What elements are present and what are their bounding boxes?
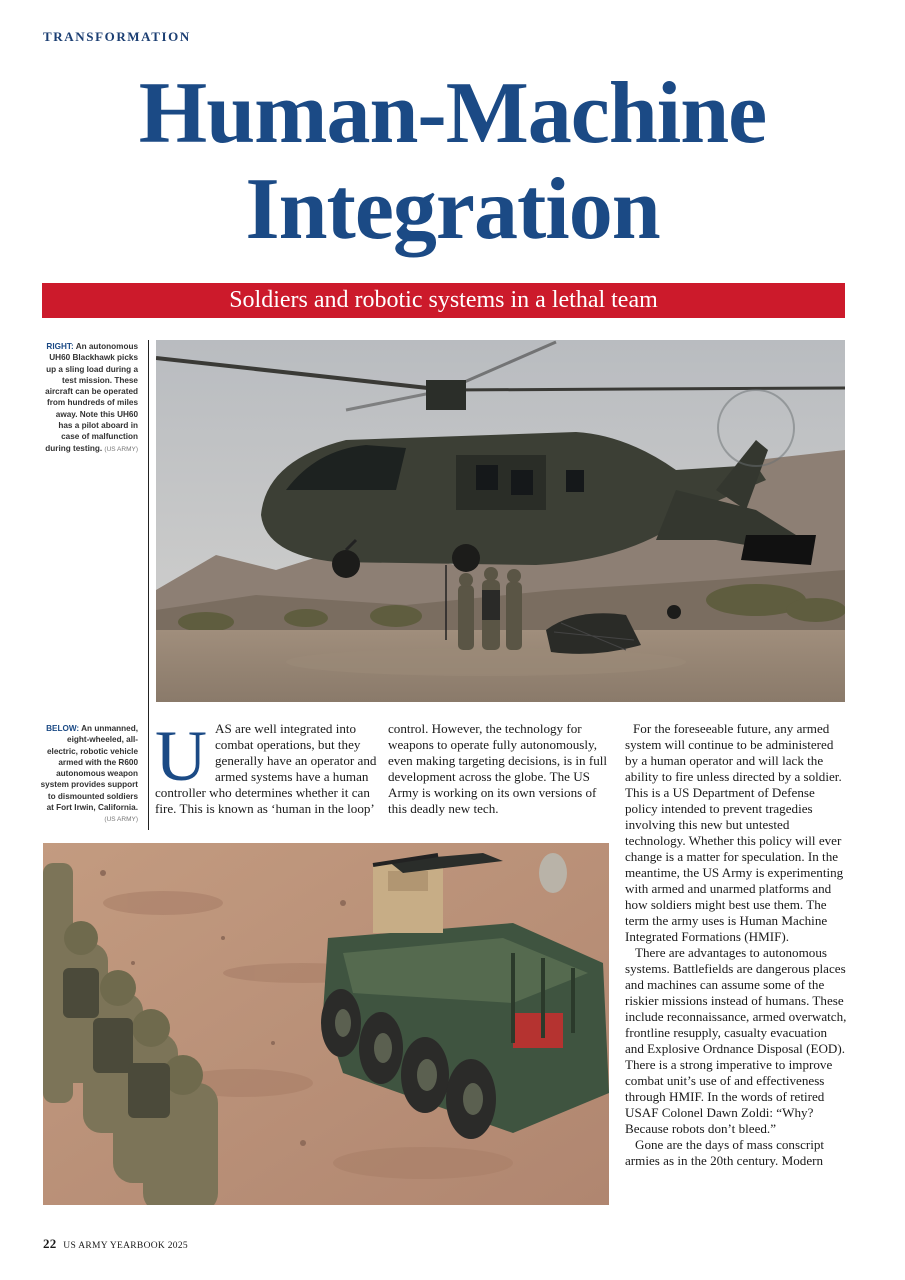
subtitle-banner	[42, 283, 845, 318]
caption-right-lead: RIGHT:	[46, 342, 74, 351]
helicopter-photo	[156, 340, 845, 702]
publication-name: US ARMY YEARBOOK 2025	[63, 1241, 188, 1251]
article-col2-text: control. However, the technology for weapons to operate fully autonomously, even making targeting decisions, is in full development across the globe. The US Army is working on its own versions of this deadly new tech.	[388, 721, 608, 816]
caption-divider	[148, 340, 149, 830]
article-column-1	[155, 716, 377, 836]
article-paragraph: For the foreseeable future, any armed system will continue to be administered by a human operator and will lack the ability to fire unless directed by a soldier. This is a US Department of Defense policy intended to prevent tragedies involving this new but untested technology. Whether this policy will ever change is a matter for speculation. In the meantime, the US Army is experimenting with armed and unarmed platforms and how soldiers might best use them. The term the army uses is Human Machine Integrated Formations (HMIF).	[625, 721, 844, 944]
article-col1-text: AS are well integrated into combat operations, but they generally have an operator and armed systems have a human controller who determines whether it can fire. This is known as ‘human in the loop’	[155, 721, 377, 816]
caption-right	[40, 341, 138, 455]
caption-below-credit: (US ARMY)	[104, 816, 138, 824]
article-paragraph: There are advantages to autonomous systems. Battlefields are dangerous places and machines can assume some of the riskier missions instead of humans. These include reconnaissance, armed overwatch, frontline resupply, casualty evacuation and Explosive Ordnance Disposal (EOD). There is a strong imperative to improve combat unit’s use of and effectiveness through HMIF. In the words of retired USAF Colonel Dawn Zoldi: “Why? Because robots don’t bleed.”	[625, 945, 847, 1136]
caption-right-credit: (US ARMY)	[104, 445, 138, 453]
robotic-vehicle-photo	[43, 843, 609, 1205]
title-line-2: Integration	[245, 161, 660, 258]
page-footer	[43, 1236, 188, 1252]
caption-below-text: An unmanned, eight-wheeled, all-electric, robotic vehicle armed with the R600 autonomous weapon system provides support to dismounted soldiers at Fort Irwin, California.	[40, 724, 138, 813]
page-number: 22	[43, 1236, 57, 1251]
title-line-1: Human-Machine	[138, 65, 767, 162]
article-column-2	[388, 721, 610, 817]
drop-cap: U	[155, 716, 207, 796]
page-title	[0, 66, 905, 258]
article-paragraph: Gone are the days of mass conscript armies as in the 20th century. Modern	[625, 1137, 825, 1168]
caption-below-lead: BELOW:	[46, 724, 80, 733]
section-label: TRANSFORMATION	[43, 29, 191, 44]
caption-right-text: An autonomous UH60 Blackhawk picks up a sling load during a test mission. These aircraft can be operated from hundreds of miles away. Note this UH60 has a pilot aboard in case of malfunction during testing.	[45, 342, 138, 453]
caption-below	[40, 723, 138, 826]
subtitle-text: Soldiers and robotic systems in a lethal team	[229, 287, 658, 313]
article-column-3	[625, 721, 847, 1169]
